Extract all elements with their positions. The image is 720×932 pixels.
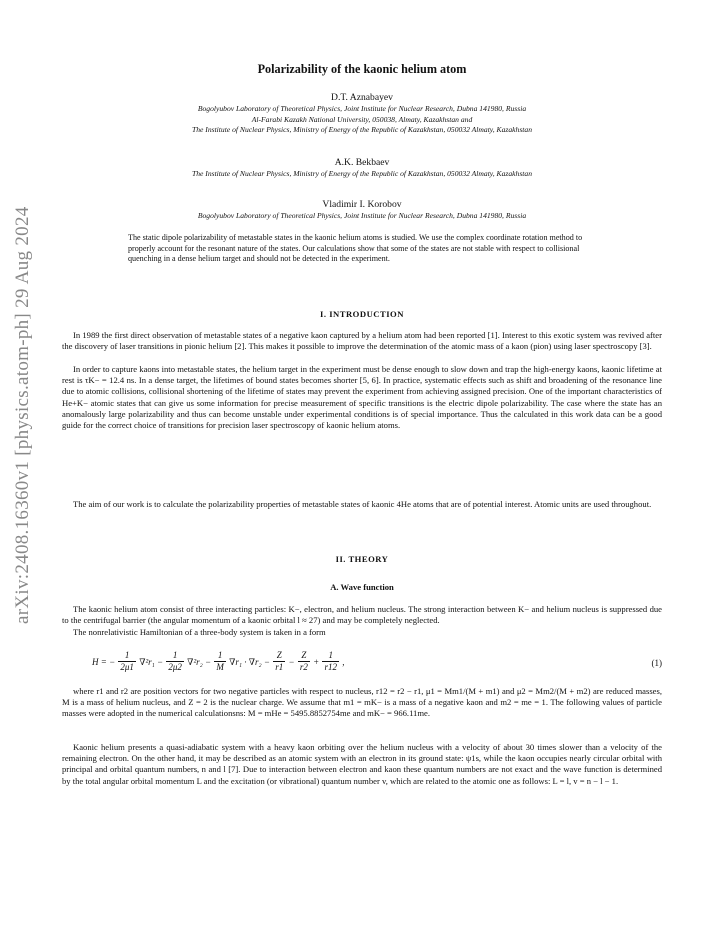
eq-fraction: $\frac{1}{M}$	[216, 650, 224, 672]
paragraph: The aim of our work is to calculate the polarizability properties of metastable states of kaonic 4He atoms that are of potential interest. Atomic units are used throughout.	[73, 499, 652, 509]
eq-operator: +	[313, 656, 320, 667]
abstract: The static dipole polarizability of metastable states in the kaonic helium atoms is studied. We use the complex coordinate rotation method to properly account for the resonant nature of the states. Our calculations show that some of the states are not stable with respect to collisional quenching in a dense helium target and should not be detected in the experiment.	[128, 233, 583, 264]
arxiv-stamp: arXiv:2408.16360v1 [physics.atom-ph] 29 Aug 2024	[12, 206, 33, 624]
author-name: Vladimir I. Korobov	[322, 199, 402, 210]
author-affiliation: The Institute of Nuclear Physics, Ministry of Energy of the Republic of Kazakhstan, 050032 Almaty, Kazakhstan	[192, 169, 532, 178]
section-heading-introduction: I. INTRODUCTION	[320, 309, 404, 319]
paragraph: In 1989 the first direct observation of metastable states of a negative kaon captured by a helium atom had been reported [1]. Interest to this exotic system was revived after the discovery of laser transitions in pionic helium [2]. This makes it possible to improve the determination of the atomic mass of a kaon (pion) using laser spectroscopy [3].	[62, 330, 662, 352]
equation-number: (1)	[651, 658, 662, 668]
eq-fraction: $\frac{1}{r12}$	[324, 650, 337, 672]
equation-hamiltonian	[62, 650, 662, 678]
paragraph: The nonrelativistic Hamiltonian of a three-body system is taken in a form	[73, 627, 326, 637]
section-heading-theory: II. THEORY	[335, 554, 389, 564]
eq-operator: −	[288, 656, 295, 667]
paper-title: Polarizability of the kaonic helium atom	[257, 62, 467, 76]
paragraph: In order to capture kaons into metastable states, the helium target in the experiment must be dense enough to slow down and trap the high-energy kaons, kaonic lifetime at rest is τK− = 12.4 ns. In a dense target, the lifetimes of bound states becomes shorter [5, 6]. In practice, systematic effects such as shift and broadening of the resonance line due to atomic collisions, collisional shortening of the lifetime of states may prevent the experiment from achieving assigned precision. One of the important characteristics of He+K− atomic states that can give us some information for precise measurement of specific transitions is the electric dipole polarizability. The case where the state has an anomalously large polarizability and thus can become unstable under experimental conditions is of special importance. Thus the calculated in this work data can be a good guide for the correct choice of transitions for precision laser spectroscopy of kaonic helium atoms.	[62, 364, 662, 431]
author-name: D.T. Aznabayev	[331, 92, 393, 103]
eq-operator: ∇²r₁ −	[139, 656, 164, 667]
paragraph: where r1 and r2 are position vectors for two negative particles with respect to nucleus, r12 = r2 − r1, μ1 = Mm1/(M + m1) and μ2 = Mm2/(M + m2) are reduced masses, M is a mass of helium nucleus, and Z = 2 is the nuclear charge. We assume that m1 = mK− is a mass of a negative kaon and m2 = me = 1. The following values of particle masses were adopted in the numerical calculationsns: M = mHe = 5495.8852754me and mK− = 966.11me.	[62, 686, 662, 719]
eq-fraction: $\frac{1}{2\mu 2}$	[168, 650, 182, 672]
eq-operator: ,	[342, 656, 345, 667]
paragraph: The kaonic helium atom consist of three interacting particles: K−, electron, and helium nucleus. The strong interaction between K− and helium nucleus is suppressed due to the centrifugal barrier (the angular momentum of a kaonic orbital l ≈ 27) and may be completely neglected.	[62, 604, 662, 626]
author-affiliation: Bogolyubov Laboratory of Theoretical Physics, Joint Institute for Nuclear Research, Dubna 141980, Russia Al-Farabi Kazakh National University, 050038, Almaty, Kazakhstan and The Institute of Nuclear Physics, Ministry of Energy of the Republic of Kazakhstan, 050032 Almaty, Kazakhstan	[192, 104, 532, 134]
eq-fraction: $\frac{1}{2\mu 1}$	[120, 650, 134, 672]
author-name: A.K. Bekbaev	[334, 157, 390, 168]
eq-operator: ∇²r₂ −	[187, 656, 212, 667]
eq-lhs: H = −	[92, 656, 116, 667]
eq-fraction: $\frac{Z}{r1}$	[275, 650, 284, 672]
eq-fraction: $\frac{Z}{r2}$	[299, 650, 308, 672]
equation-body	[92, 650, 344, 673]
author-affiliation: Bogolyubov Laboratory of Theoretical Physics, Joint Institute for Nuclear Research, Dubna 141980, Russia	[197, 211, 527, 220]
paragraph: Kaonic helium presents a quasi-adiabatic system with a heavy kaon orbiting over the helium nucleus with a velocity of about 30 times slower than a velocity of the remaining electron. On the other hand, it may be described as an atomic system with an electron in its ground state: ψ1s, while the kaon occupies nearly circular orbital with principal and orbital quantum numbers, n and l [7]. Due to interaction between electron and kaon these quantum numbers are not exact and the wave function is determined by the total angular orbital momentum L and the excitation (or vibrational) quantum number v, which are related to the atomic one as follows: L = l, v = n − l − 1.	[62, 742, 662, 786]
subsection-heading-wave-function: A. Wave function	[330, 582, 394, 592]
eq-operator: ∇r₁ · ∇r₂ −	[229, 656, 270, 667]
